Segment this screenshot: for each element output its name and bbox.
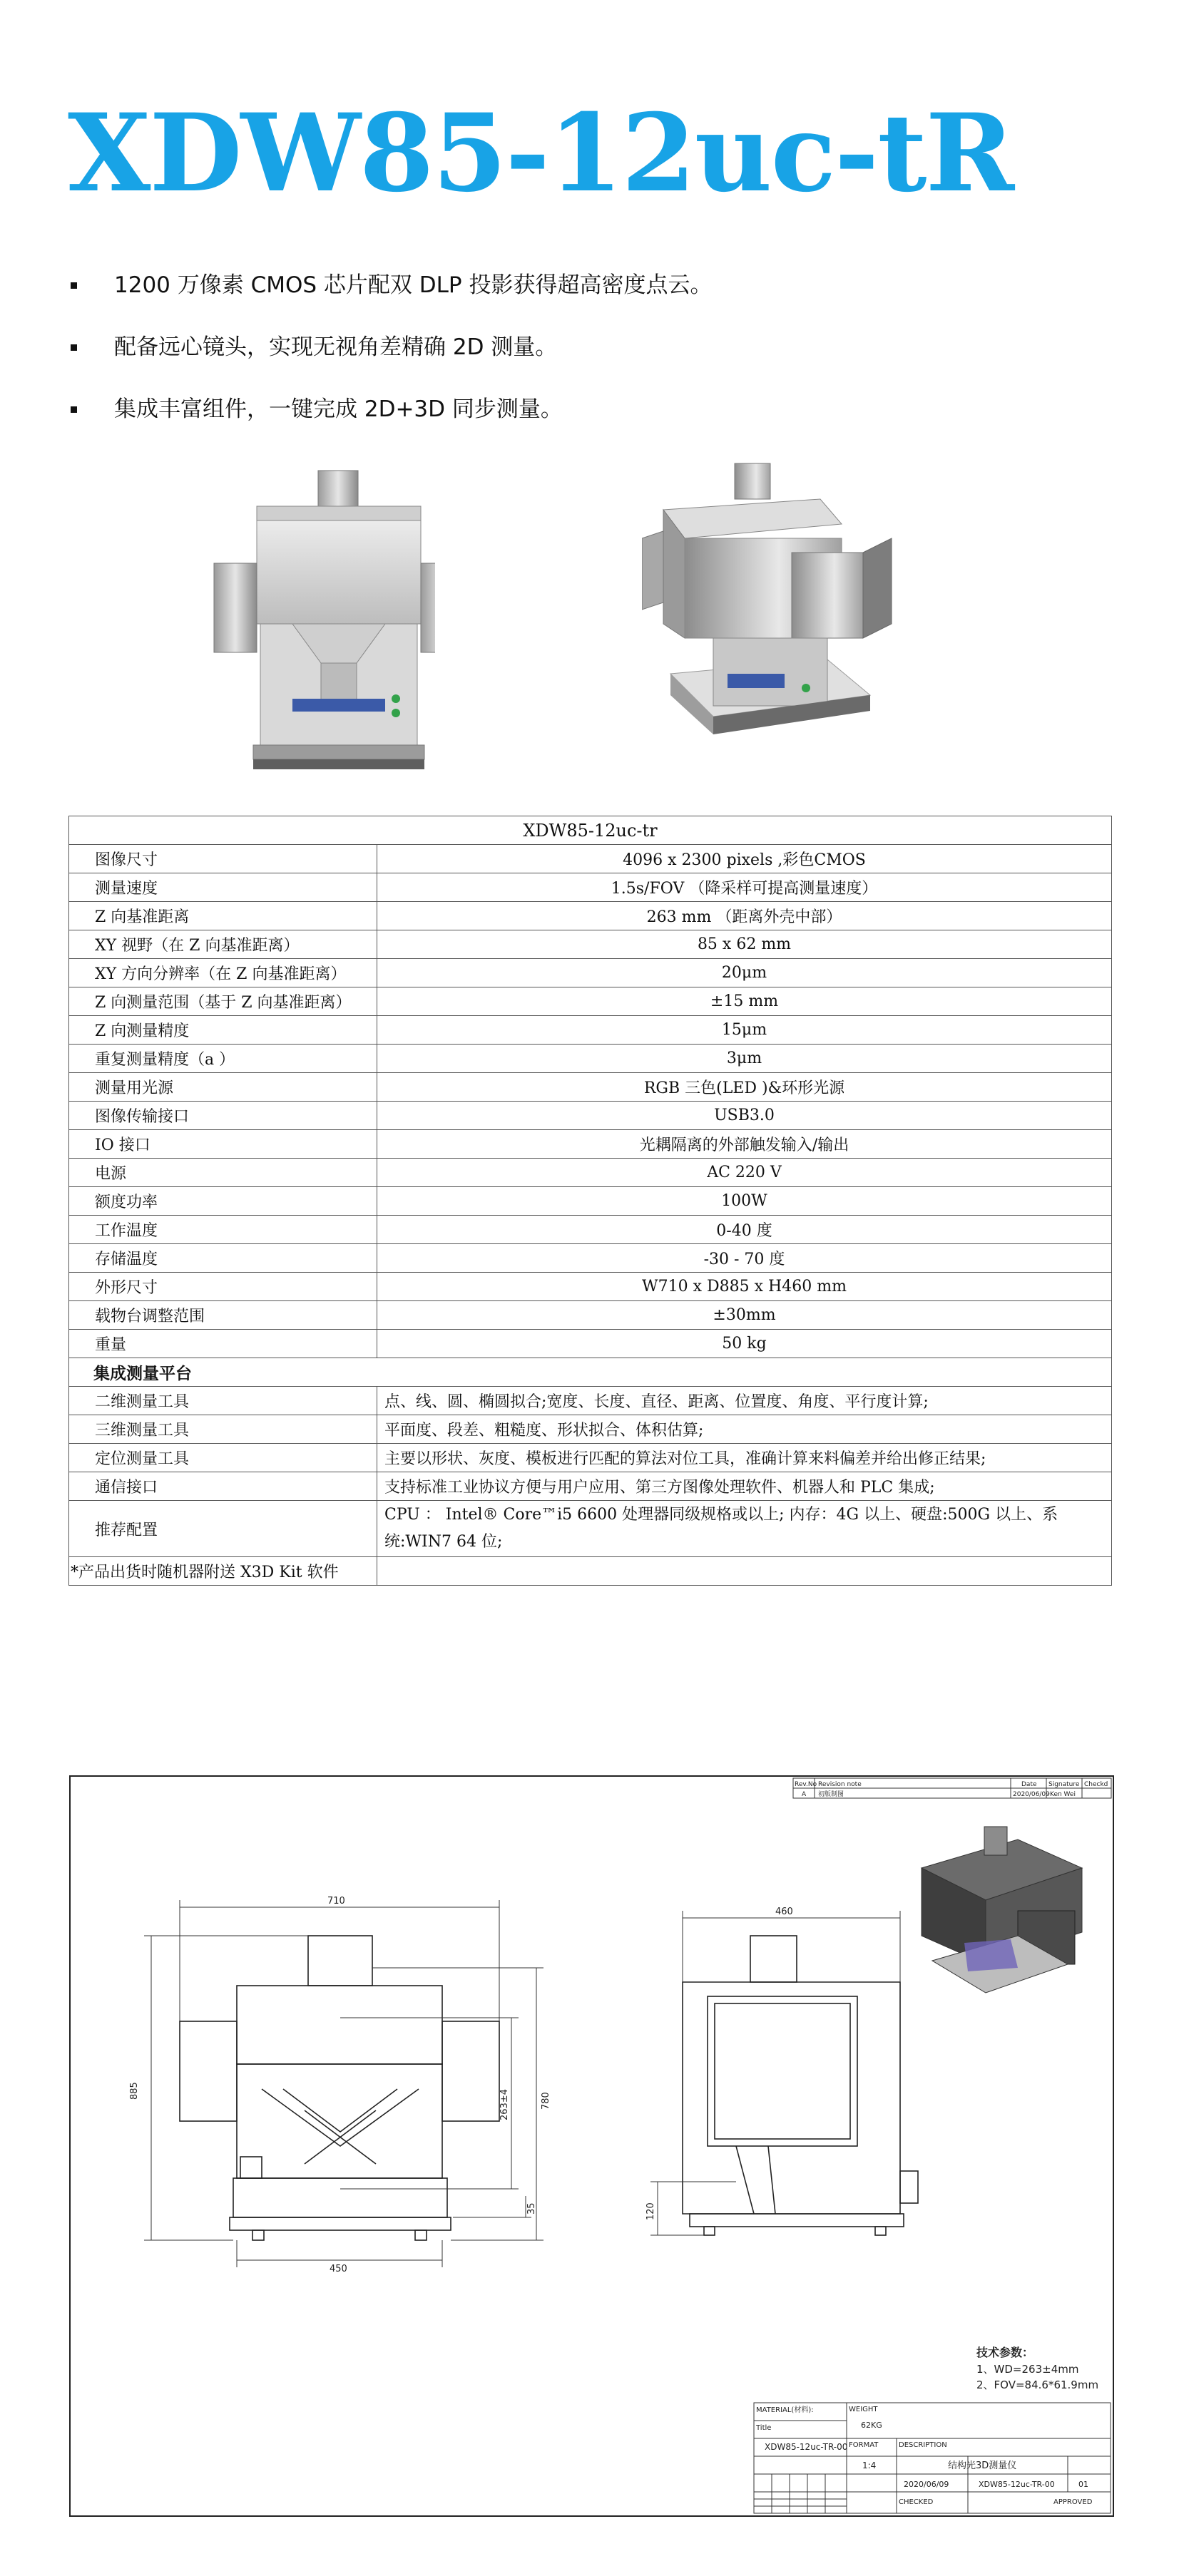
bullet-icon <box>71 282 77 289</box>
spec-table <box>68 816 1112 1586</box>
spec-value: 20μm <box>377 959 1112 987</box>
tool-value: 主要以形状、灰度、模板进行匹配的算法对位工具，准确计算来料偏差并给出修正结果; <box>377 1444 1112 1472</box>
tool-value: 平面度、段差、粗糙度、形状拟合、体积估算; <box>377 1415 1112 1444</box>
spec-label: XY 视野（在 Z 向基准距离） <box>69 930 377 959</box>
description-value: 结构光3D测量仪 <box>948 2460 1017 2471</box>
description-label: DESCRIPTION <box>899 2441 947 2449</box>
spec-label: Z 向基准距离 <box>69 902 377 930</box>
dim-height-left: 885 <box>129 2082 140 2100</box>
spec-label: 电源 <box>69 1159 377 1187</box>
tool-value: CPU ： Intel® Core™i5 6600 处理器同级规格或以上; 内存：4G 以上、硬盘:500G 以上、系 统:WIN7 64 位; <box>377 1501 1112 1557</box>
spec-label: 图像传输接口 <box>69 1102 377 1130</box>
drawing-date: 2020/06/09 <box>904 2480 949 2489</box>
rev-header-checked: Checkd <box>1084 1781 1108 1788</box>
bullet-icon <box>71 406 77 413</box>
rev-date: 2020/06/09 <box>1013 1791 1050 1798</box>
tech-param-item: 1、WD=263±4mm <box>976 2363 1079 2376</box>
format-label: FORMAT <box>849 2441 879 2449</box>
table-row <box>69 1387 1112 1415</box>
spec-value: 4096 x 2300 pixels ,彩色CMOS <box>377 845 1112 873</box>
tool-label: 定位测量工具 <box>69 1444 377 1472</box>
table-row <box>69 1501 1112 1557</box>
title-value: XDW85-12uc-TR-00 <box>765 2442 848 2452</box>
table-row <box>69 1130 1112 1159</box>
weight-label: WEIGHT <box>849 2406 878 2413</box>
section-row <box>69 1358 1112 1387</box>
spec-table-caption: XDW85-12uc-tr <box>69 816 1112 845</box>
table-row <box>69 1244 1112 1273</box>
dim-side-height: 120 <box>645 2202 656 2220</box>
rev-header-no: Rev.No <box>795 1781 817 1788</box>
table-row <box>69 1159 1112 1187</box>
table-row <box>69 1187 1112 1216</box>
checked-label: CHECKED <box>899 2498 934 2506</box>
material-label: MATERIAL(材料): <box>756 2406 814 2414</box>
dim-height-right: 780 <box>541 2092 551 2110</box>
tool-label: 通信接口 <box>69 1472 377 1501</box>
feature-list <box>68 271 1102 457</box>
scale-value: 1:4 <box>862 2460 877 2470</box>
spec-label: IO 接口 <box>69 1130 377 1159</box>
rev-note: 初版制图 <box>818 1791 844 1798</box>
rev-no: A <box>802 1791 807 1798</box>
dim-inner-height: 263±4 <box>499 2089 510 2120</box>
spec-value: 85 x 62 mm <box>377 930 1112 959</box>
table-row <box>69 1273 1112 1301</box>
table-row <box>69 1557 1112 1586</box>
table-row <box>69 1216 1112 1244</box>
table-row <box>69 1073 1112 1102</box>
table-row <box>69 930 1112 959</box>
spec-value: 50 kg <box>377 1330 1112 1358</box>
spec-value: W710 x D885 x H460 mm <box>377 1273 1112 1301</box>
table-row <box>69 902 1112 930</box>
section-title: 集成测量平台 <box>69 1358 1112 1387</box>
dim-small-height: 35 <box>526 2202 537 2215</box>
spec-value: 0-40 度 <box>377 1216 1112 1244</box>
tool-value: 点、线、圆、椭圆拟合;宽度、长度、直径、距离、位置度、角度、平行度计算; <box>377 1387 1112 1415</box>
spec-label: 存储温度 <box>69 1244 377 1273</box>
table-row <box>69 1330 1112 1358</box>
tool-label: 二维测量工具 <box>69 1387 377 1415</box>
tech-params-title: 技术参数： <box>976 2346 1034 2359</box>
table-row <box>69 1444 1112 1472</box>
table-row <box>69 1301 1112 1330</box>
spec-label: 重量 <box>69 1330 377 1358</box>
spec-value: ±30mm <box>377 1301 1112 1330</box>
spec-label: 载物台调整范围 <box>69 1301 377 1330</box>
feature-item: 集成丰富组件，一键完成 2D+3D 同步测量。 <box>68 395 1102 424</box>
table-row <box>69 987 1112 1016</box>
title-label: Title <box>756 2424 772 2432</box>
spec-label: XY 方向分辨率（在 Z 向基准距离） <box>69 959 377 987</box>
footnote: *产品出货时随机器附送 X3D Kit 软件 <box>69 1557 377 1586</box>
product-perspective-image <box>642 460 906 781</box>
table-row <box>69 1016 1112 1045</box>
tool-label: 三维测量工具 <box>69 1415 377 1444</box>
feature-item: 1200 万像素 CMOS 芯片配双 DLP 投影获得超高密度点云。 <box>68 271 1102 299</box>
spec-label: Z 向测量精度 <box>69 1016 377 1045</box>
weight-value: 62KG <box>861 2421 882 2430</box>
spec-label: Z 向测量范围（基于 Z 向基准距离） <box>69 987 377 1016</box>
tech-param-item: 2、FOV=84.6*61.9mm <box>976 2379 1099 2391</box>
tool-label: 推荐配置 <box>69 1501 377 1557</box>
sheet-number: 01 <box>1078 2480 1088 2489</box>
spec-value: 光耦隔离的外部触发输入/输出 <box>377 1130 1112 1159</box>
dim-width-top: 710 <box>327 1896 345 1907</box>
table-row <box>69 959 1112 987</box>
approved-label: APPROVED <box>1053 2498 1093 2506</box>
spec-label: 额度功率 <box>69 1187 377 1216</box>
spec-value: 100W <box>377 1187 1112 1216</box>
rev-header-signature: Signature <box>1048 1781 1080 1788</box>
spec-value: AC 220 V <box>377 1159 1112 1187</box>
spec-table-caption-row <box>69 816 1112 845</box>
spec-label: 外形尺寸 <box>69 1273 377 1301</box>
engineering-drawing <box>69 1775 1114 2517</box>
spec-value: 15μm <box>377 1016 1112 1045</box>
spec-value: ±15 mm <box>377 987 1112 1016</box>
tool-value: 支持标准工业协议方便与用户应用、第三方图像处理软件、机器人和 PLC 集成; <box>377 1472 1112 1501</box>
table-row <box>69 1045 1112 1073</box>
spec-value: 1.5s/FOV （降采样可提高测量速度） <box>377 873 1112 902</box>
spec-label: 测量速度 <box>69 873 377 902</box>
spec-label: 图像尺寸 <box>69 845 377 873</box>
spec-value: USB3.0 <box>377 1102 1112 1130</box>
spec-label: 测量用光源 <box>69 1073 377 1102</box>
spec-label: 重复测量精度（a ） <box>69 1045 377 1073</box>
rev-header-date: Date <box>1021 1781 1037 1788</box>
spec-value: RGB 三色(LED )&环形光源 <box>377 1073 1112 1102</box>
table-row <box>69 1102 1112 1130</box>
dim-width-bottom: 450 <box>330 2264 347 2274</box>
spec-label: 工作温度 <box>69 1216 377 1244</box>
spec-value: 263 mm （距离外壳中部） <box>377 902 1112 930</box>
feature-item: 配备远心镜头，实现无视角差精确 2D 测量。 <box>68 333 1102 361</box>
rev-signature: Ken Wei <box>1050 1791 1076 1798</box>
table-row <box>69 1472 1112 1501</box>
table-row <box>69 1415 1112 1444</box>
spec-value: -30 - 70 度 <box>377 1244 1112 1273</box>
product-title: XDW85-12uc-tR <box>68 91 1014 216</box>
table-row <box>69 873 1112 902</box>
table-row <box>69 845 1112 873</box>
spec-value: 3μm <box>377 1045 1112 1073</box>
rev-header-note: Revision note <box>818 1781 862 1788</box>
drawing-number: XDW85-12uc-TR-00 <box>979 2480 1055 2489</box>
dim-side-width: 460 <box>775 1907 793 1917</box>
product-front-view-image <box>207 463 435 784</box>
bullet-icon <box>71 344 77 351</box>
